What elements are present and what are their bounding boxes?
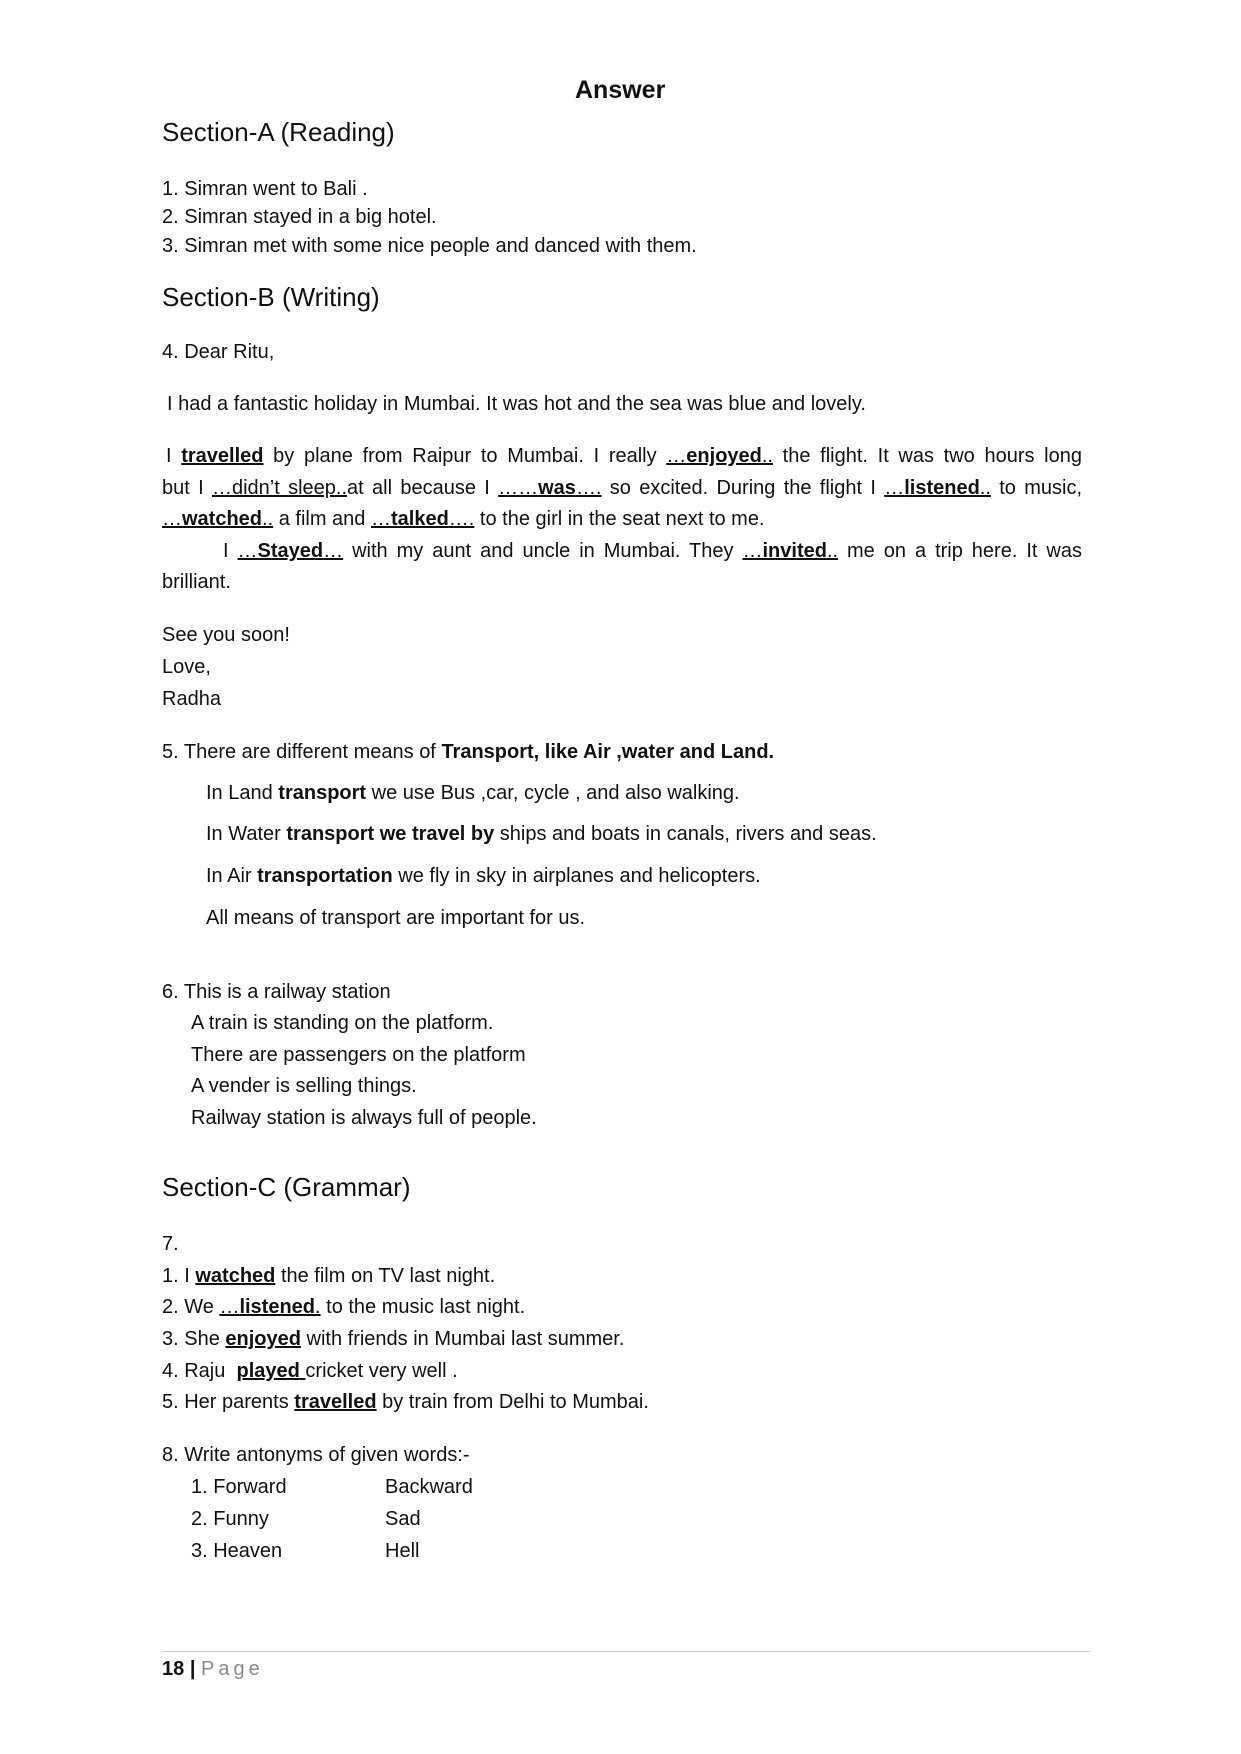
footer-divider [162, 1651, 1090, 1652]
antonym-word-2: 2. Funny [191, 1508, 269, 1530]
reading-answer-3: 3. Simran met with some nice people and danced with them. [162, 235, 697, 257]
transport-land: In Land transport we use Bus ,car, cycle , and also walking. [206, 782, 740, 804]
picture-description-2: A train is standing on the platform. [191, 1012, 494, 1034]
letter-greeting: 4. Dear Ritu, [162, 341, 275, 363]
antonym-word-3: 3. Heaven [191, 1540, 283, 1562]
question-7-label: 7. [162, 1233, 179, 1255]
transport-summary: All means of transport are important for us. [206, 907, 586, 929]
picture-description-4: A vender is selling things. [191, 1075, 417, 1097]
grammar-answer-5: 5. Her parents travelled by train from Delhi to Mumbai. [162, 1391, 649, 1413]
section-b-heading: Section-B (Writing) [162, 282, 380, 312]
reading-answer-2: 2. Simran stayed in a big hotel. [162, 206, 437, 228]
antonym-answer-1: Backward [385, 1476, 473, 1498]
transport-intro: 5. There are different means of Transport, like Air ,water and Land. [162, 741, 775, 763]
letter-paragraph-1: I had a fantastic holiday in Mumbai. It was hot and the sea was blue and lovely. [167, 393, 866, 415]
transport-air: In Air transportation we fly in sky in airplanes and helicopters. [206, 865, 761, 887]
question-8-prompt: 8. Write antonyms of given words:- [162, 1444, 470, 1466]
grammar-answer-4: 4. Raju played cricket very well . [162, 1360, 458, 1382]
answer-blank: …enjoyed.. [666, 445, 773, 467]
picture-description-5: Railway station is always full of people. [191, 1107, 537, 1129]
answer-blank: …didn’t sleep.. [211, 477, 348, 499]
letter-line-1: I travelled by plane from Raipur to Mumbai. I really …enjoyed.. the flight. It was two hours long [166, 445, 1082, 467]
page-footer [162, 1658, 264, 1681]
letter-line-5: brilliant. [162, 571, 231, 593]
grammar-answer-2: 2. We …listened. to the music last night. [162, 1296, 526, 1318]
antonym-answer-2: Sad [385, 1508, 421, 1530]
footer-separator: | [189, 1658, 196, 1680]
page-number: 18 [162, 1658, 185, 1680]
picture-description-1: 6. This is a railway station [162, 981, 391, 1003]
section-c-heading: Section-C (Grammar) [162, 1172, 411, 1202]
antonym-answer-3: Hell [385, 1540, 420, 1562]
answer-word: travelled [181, 445, 264, 467]
grammar-answer-3: 3. She enjoyed with friends in Mumbai last summer. [162, 1328, 625, 1350]
picture-description-3: There are passengers on the platform [191, 1044, 526, 1066]
letter-closing-2: Love, [162, 656, 211, 678]
letter-line-4: I …Stayed… with my aunt and uncle in Mumbai. They …invited.. me on a trip here. It was [223, 540, 1082, 562]
antonym-word-1: 1. Forward [191, 1476, 287, 1498]
answer-blank: …invited.. [742, 540, 839, 562]
letter-closing-1: See you soon! [162, 624, 290, 646]
reading-answer-1: 1. Simran went to Bali . [162, 178, 368, 200]
transport-water: In Water transport we travel by ships and boats in canals, rivers and seas. [206, 823, 877, 845]
page-label: Page [200, 1658, 264, 1680]
answer-blank: ……was…. [498, 477, 602, 499]
answer-blank: …Stayed… [237, 540, 344, 562]
page-title: Answer [575, 76, 666, 104]
section-a-heading: Section-A (Reading) [162, 117, 395, 147]
answer-blank: …watched.. [162, 508, 274, 530]
letter-signature: Radha [162, 688, 221, 710]
letter-line-2: but I …didn’t sleep..at all because I ……was…. so excited. During the flight I …listened.. to music, [162, 477, 1082, 499]
grammar-answer-1: 1. I watched the film on TV last night. [162, 1265, 496, 1287]
letter-line-3: …watched.. a film and …talked…. to the girl in the seat next to me. [162, 508, 765, 530]
answer-blank: …talked…. [370, 508, 475, 530]
answer-blank: …listened.. [884, 477, 991, 499]
